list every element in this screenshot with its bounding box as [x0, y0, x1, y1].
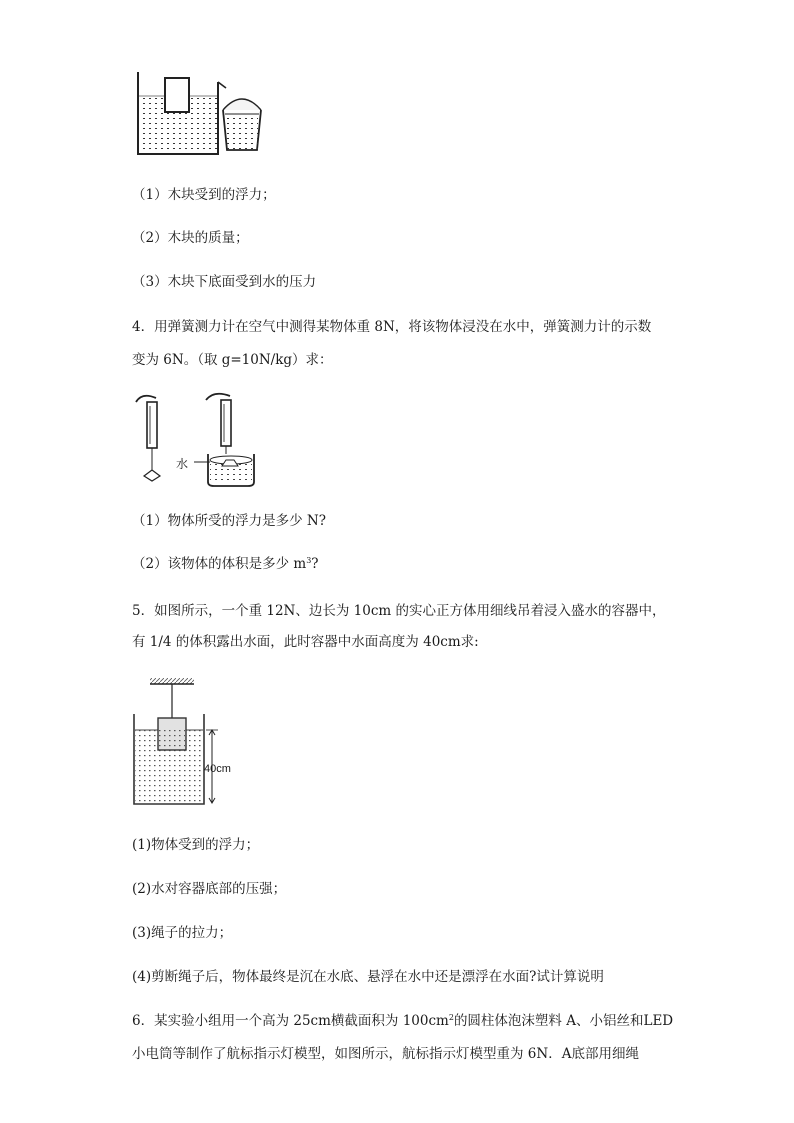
q5-stem-line-1: 5．如图所示，一个重 12N、边长为 10cm 的实心正方体用细线吊着浸入盛水的容器中， [132, 603, 666, 619]
q4-item-2-tail: ? [311, 556, 319, 572]
q3-item-3: （3）木块下底面受到水的压力 [132, 274, 317, 290]
q4-item-2 [132, 555, 319, 573]
q5-item-3: (3)绳子的拉力； [132, 925, 233, 941]
q5-item-4: (4)剪断绳子后，物体最终是沉在水底、悬浮在水中还是漂浮在水面?试计算说明 [132, 969, 604, 985]
q5-stem-line-2: 有 1/4 的体积露出水面，此时容器中水面高度为 40cm求: [132, 634, 479, 650]
q5-item-1: (1)物体受到的浮力； [132, 837, 260, 853]
q3-item-2: （2）木块的质量； [132, 230, 249, 246]
q4-stem-line-2: 变为 6N。（取 g=10N/kg）求： [132, 352, 333, 368]
q4-item-2-text: （2）该物体的体积是多少 m [132, 556, 307, 572]
q6-line-1 [132, 1012, 673, 1030]
suspended-cube-figure [128, 674, 248, 814]
q4-figure-water-label: 水 [176, 457, 189, 471]
q5-item-2: (2)水对容器底部的压强； [132, 881, 287, 897]
q4-item-1: （1）物体所受的浮力是多少 N? [132, 513, 326, 529]
q5-figure-height-label: 40cm [204, 763, 231, 775]
overflow-container-figure [130, 62, 280, 162]
q6-line-1-superscript: 2 [448, 1013, 454, 1022]
q6-line-1-text-a: 6．某实验小组用一个高为 25cm横截面积为 100cm [132, 1013, 449, 1029]
q3-item-1: （1）木块受到的浮力； [132, 187, 276, 203]
q6-line-1-text-b: 的圆柱体泡沫塑料 A、小铝丝和LED [453, 1013, 674, 1029]
q6-line-2: 小电筒等制作了航标指示灯模型，如图所示，航标指示灯模型重为 6N．A底部用细绳 [132, 1046, 639, 1062]
spring-scale-figure [130, 388, 280, 488]
q4-stem-line-1: 4．用弹簧测力计在空气中测得某物体重 8N，将该物体浸没在水中，弹簧测力计的示数 [132, 319, 652, 335]
q4-item-2-superscript: 3 [306, 556, 312, 565]
